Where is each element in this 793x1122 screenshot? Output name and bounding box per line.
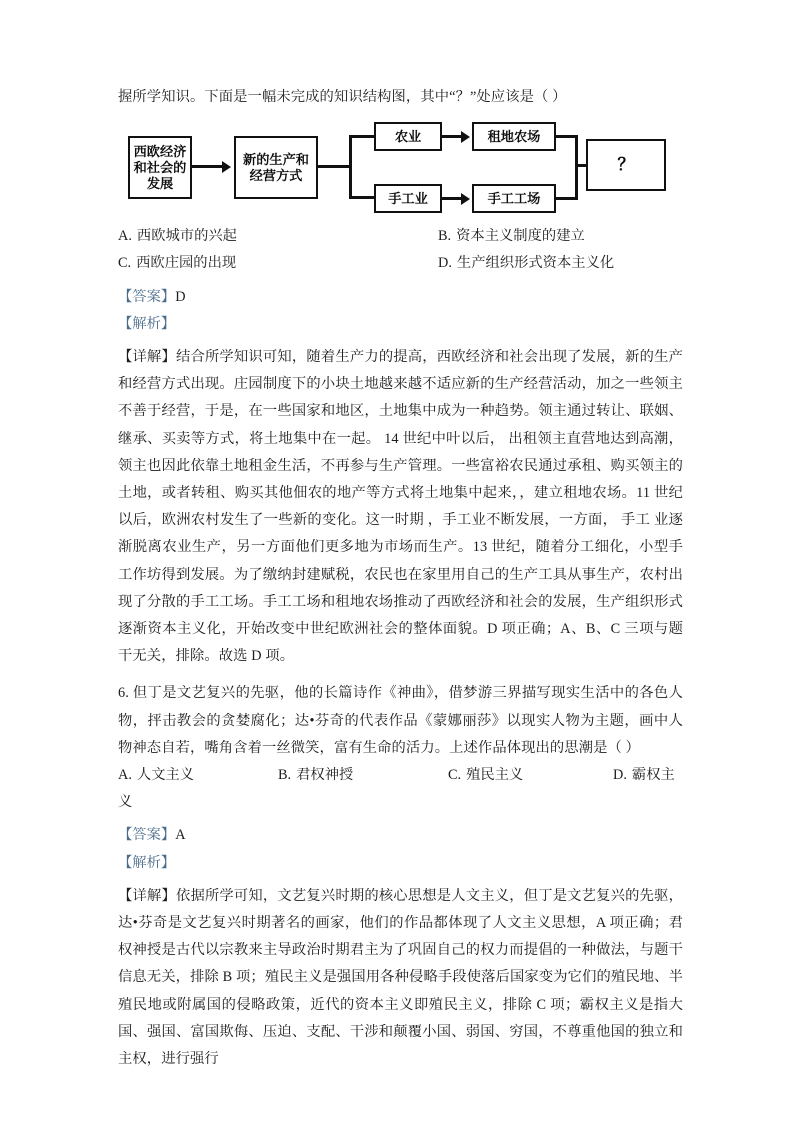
connector-agriculture-to-farm	[442, 135, 463, 138]
q6-analysis-line	[118, 850, 683, 877]
q6-option-c[interactable]	[448, 762, 523, 789]
q6-stem-paragraph	[118, 680, 683, 762]
q5-option-b-label: B.	[438, 228, 452, 245]
q6-option-a[interactable]	[118, 762, 194, 789]
diagram-node-origin-line1: 西欧经济	[133, 143, 187, 159]
q6-option-a-text: 人文主义	[136, 767, 195, 784]
arrowhead-origin-to-mode	[222, 161, 231, 173]
q5-answer-tag: 【答案】	[118, 288, 176, 305]
diagram-node-origin-line2: 和社会的	[133, 159, 187, 175]
diagram-node-handicraft: 手工业	[374, 184, 442, 213]
q5-answer-line	[118, 284, 683, 311]
q5-option-a[interactable]	[118, 223, 237, 250]
diagram-node-tenant-farm: 租地农场	[472, 122, 556, 151]
q5-option-d-label: D.	[438, 255, 452, 272]
diagram-node-new-mode-line1: 新的生产和	[243, 151, 309, 167]
q6-detail-text: 依据所学可知，文艺复兴时期的核心思想是人文主义，但丁是文艺复兴的先驱，达•芬奇是文艺复兴时期著名的画家，他们的作品都体现了人文主义思想，A 项正确；君权神授是古代以宗教来主导政治时期君主为了巩固自己的权力而提倡的一种做法，与题干信息无关，排除 B 项；殖民主义是强国用各种侵略手段使落后国家变为它们的殖民地、半殖民地或附属国的侵略政策，近代的资本主义即殖民主义，排除 C 项；霸权主义是指大国、强国、富国欺侮、压迫、支配、干涉和颠覆小国、弱国、穷国，不尊重他国的独立和主权，进行强行	[118, 887, 684, 1068]
q6-option-b-text: 君权神授	[296, 767, 354, 784]
q6-analysis-tag: 【解析】	[118, 854, 176, 871]
arrowhead-agriculture-to-farm	[461, 131, 470, 143]
q5-option-c-label: C.	[118, 255, 132, 272]
q6-option-b-label: B.	[278, 767, 292, 784]
q5-option-d[interactable]	[438, 250, 614, 277]
q6-detail-tag: 【详解】	[118, 887, 176, 904]
q5-detail-paragraph	[118, 344, 683, 670]
q6-detail-paragraph	[118, 883, 683, 1073]
q5-option-a-label: A.	[118, 228, 132, 245]
q6-options-row-2	[118, 789, 683, 816]
q6-option-c-text: 殖民主义	[466, 767, 524, 784]
q6-option-b[interactable]	[278, 762, 353, 789]
q5-analysis-line	[118, 311, 683, 338]
q6-option-c-label: C.	[448, 767, 462, 784]
q6-option-d[interactable]	[613, 762, 675, 789]
q6-option-d-label: D.	[613, 767, 627, 784]
q6-number: 6.	[118, 685, 129, 702]
q6-stem-text: 但丁是文艺复兴的先驱，他的长篇诗作《神曲》，借梦游三界描写现实生活中的各色人物，抨击教会的贪婪腐化；达•芬奇的代表作品《蒙娜丽莎》以现实人物为主题，画中人物神态自若，嘴角含着一丝微笑，富有生命的活力。上述作品体现出的思潮是（ ）	[118, 685, 683, 756]
diagram-node-origin-line3: 发展	[146, 175, 174, 191]
q5-option-a-text: 西欧城市的兴起	[136, 228, 237, 245]
connector-origin-to-mode	[192, 165, 224, 168]
q5-options-row-1	[118, 223, 683, 250]
q6-answer-value: A	[175, 827, 186, 844]
q5-option-b[interactable]	[438, 223, 585, 250]
knowledge-structure-diagram	[118, 117, 683, 219]
q5-option-b-text: 资本主义制度的建立	[456, 228, 585, 245]
q5-detail-text: 结合所学知识可知，随着生产力的提高，西欧经济和社会出现了发展，新的生产和经营方式出现。庄园制度下的小块土地越来越不适应新的生产经营活动，加之一些领主不善于经营，于是，在一些国家和地区，土地集中成为一种趋势。领主通过转让、联姻、继承、买卖等方式，将土地集中在一起。 14 世纪中叶以后， 出租领主直营地达到高潮， 领主也因此依靠土地租金生活，不再参与生产管理。一些富裕农民通过承租、购买领主的土地，或者转租、购买其他佃农的地产等方式将土地集中起来，，建立租地农场。11 世纪以后，欧洲农村发生了一些新的变化。这一时期 ，手工业不断发展，一方面， 手工 业逐渐脱离农业生产，另一方面他们更多地为市场而生产。13 世纪，随着分工细化，小型手工作坊得到发展。为了缴纳封建赋税，农民也在家里用自己的生产工具从事生产，农村出现了分散的手工工场。手工工场和租地农场推动了西欧经济和社会的发展，生产组织形式逐渐资本主义化，开始改变中世纪欧洲社会的整体面貌。D 项正确；A、B、C 三项与题干无关，排除。故选 D 项。	[118, 348, 684, 665]
diagram-canvas	[118, 117, 678, 217]
q6-option-d-text: 霸权主	[631, 767, 675, 784]
q5-analysis-tag: 【解析】	[118, 315, 176, 332]
q6-options-row-1	[118, 762, 683, 789]
q5-detail-tag: 【详解】	[118, 348, 176, 365]
q5-option-c-text: 西欧庄园的出现	[136, 255, 237, 272]
q5-options-row-2	[118, 250, 683, 277]
branch-bus-top	[349, 135, 376, 138]
diagram-node-unknown: ？	[586, 139, 666, 191]
q6-option-d-wrap[interactable]	[118, 789, 132, 816]
connector-mode-to-bus	[318, 165, 350, 168]
q5-option-d-text: 生产组织形式资本主义化	[456, 255, 615, 272]
q6-answer-line	[118, 822, 683, 849]
merge-bus-vertical	[575, 135, 578, 200]
branch-bus-bottom	[349, 196, 376, 199]
diagram-node-new-mode-line2: 经营方式	[249, 167, 303, 183]
page-content	[118, 84, 683, 1073]
diagram-node-agriculture: 农业	[374, 122, 442, 151]
arrowhead-handicraft-to-workshop	[461, 193, 470, 205]
spacer	[118, 670, 683, 680]
q5-option-c[interactable]	[118, 250, 236, 277]
branch-bus-vertical	[349, 135, 352, 197]
q6-option-a-label: A.	[118, 767, 132, 784]
connector-handicraft-to-workshop	[442, 197, 463, 200]
diagram-node-origin	[128, 136, 192, 199]
q5-answer-value: D	[175, 288, 186, 305]
q6-option-d-wrap-text: 义	[118, 794, 133, 811]
q6-answer-tag: 【答案】	[118, 827, 176, 844]
diagram-node-new-mode	[234, 136, 318, 199]
stem-continuation-text: 握所学知识。下面是一幅未完成的知识结构图，其中“？”处应该是（ ）	[118, 89, 567, 105]
diagram-node-handicraft-workshop: 手工工场	[472, 184, 556, 213]
